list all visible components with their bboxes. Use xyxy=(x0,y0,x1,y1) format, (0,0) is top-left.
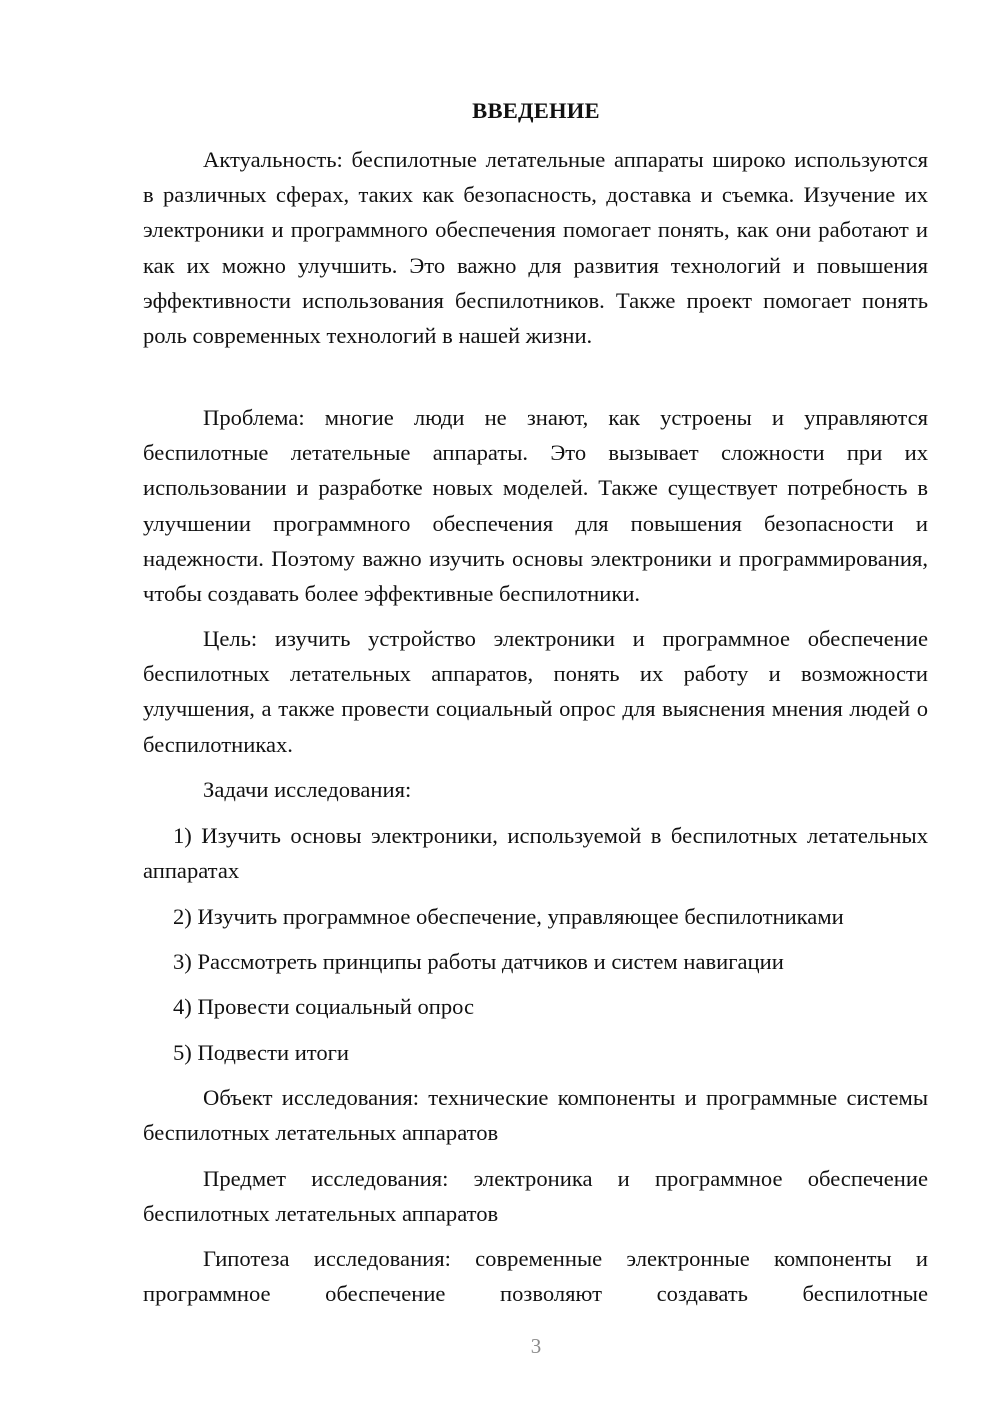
paragraph-relevance: Актуальность: беспилотные летательные аппараты широко используются в различных сферах, таких как безопасность, доставка и съемка. Изучение их электроники и программного обеспечения помогает понять, как они работают и как их можно улучшить. Это важно для развития технологий и повышения эффективности использования беспилотников. Также проект помогает понять роль современных технологий в нашей жизни. xyxy=(143,147,928,349)
paragraph-hypothesis: Гипотеза исследования: современные электронные компоненты и программное обеспечение позволяют создавать беспилотные xyxy=(143,1246,928,1307)
page-number: 3 xyxy=(530,1334,542,1358)
task-item-3: 3) Рассмотреть принципы работы датчиков и систем навигации xyxy=(173,949,784,974)
tasks-heading: Задачи исследования: xyxy=(203,777,412,802)
page-title: ВВЕДЕНИЕ xyxy=(472,98,600,123)
paragraph-problem: Проблема: многие люди не знают, как устроены и управляются беспилотные летательные аппараты. Это вызывает сложности при их использовании и разработке новых моделей. Также существует потребность в улучшении программного обеспечения для повышения безопасности и надежности. Поэтому важно изучить основы электроники и программирования, чтобы создавать более эффективные беспилотники. xyxy=(143,405,928,607)
task-item-2: 2) Изучить программное обеспечение, управляющее беспилотниками xyxy=(173,904,844,929)
paragraph-goal: Цель: изучить устройство электроники и программное обеспечение беспилотных летательных аппаратов, понять их работу и возможности улучшения, а также провести социальный опрос для выяснения мнения людей о беспилотниках. xyxy=(143,626,928,757)
paragraph-object: Объект исследования: технические компоненты и программные системы беспилотных летательных аппаратов xyxy=(143,1085,928,1146)
task-item-4: 4) Провести социальный опрос xyxy=(173,994,475,1019)
paragraph-subject: Предмет исследования: электроника и программное обеспечение беспилотных летательных аппаратов xyxy=(143,1166,928,1227)
task-item-5: 5) Подвести итоги xyxy=(173,1040,350,1065)
task-item-1: 1) Изучить основы электроники, используемой в беспилотных летательных аппаратах xyxy=(143,823,928,884)
